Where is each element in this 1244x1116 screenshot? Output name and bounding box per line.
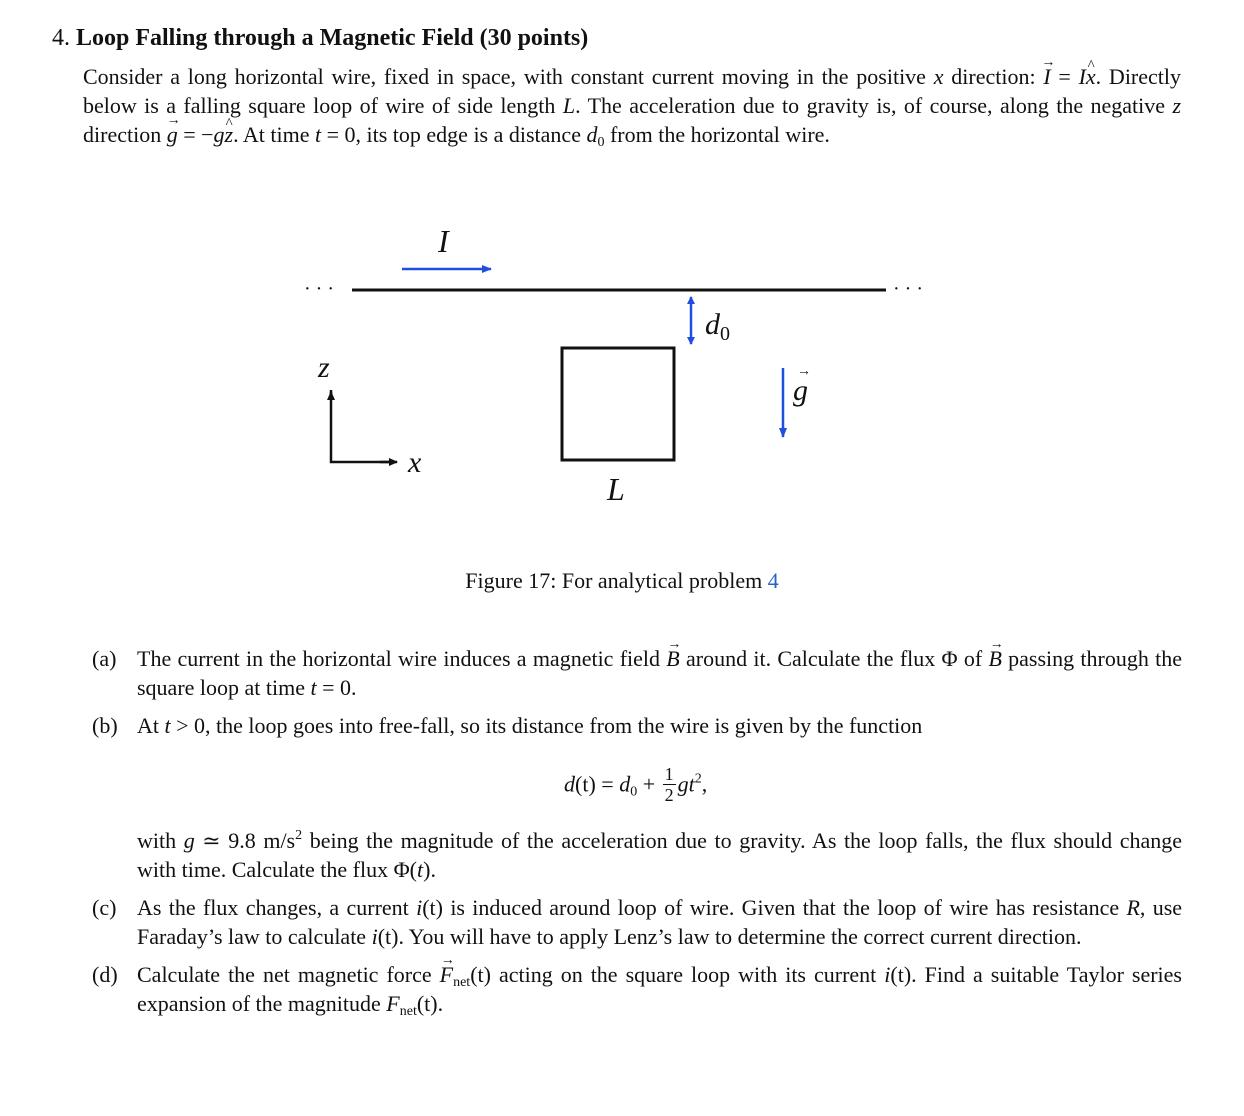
g-vector: → g — [167, 120, 178, 149]
intro-sentence-1: Consider a long horizontal wire, fixed in space, with constant current moving in the positive — [83, 64, 926, 89]
part-b-text: > 0, the loop goes into free-fall, so its distance from the wire is given by the function — [170, 713, 923, 738]
gravity-label: g — [793, 374, 808, 407]
eq-subscript: 0 — [630, 784, 638, 800]
b-vector: → B — [988, 644, 1001, 673]
eq-plus: + — [637, 771, 661, 797]
part-a-text: The current in the horizontal wire induces a magnetic field — [137, 646, 661, 671]
eq-superscript: 2 — [694, 771, 702, 787]
var-i: i — [884, 962, 891, 987]
part-b-label: (b) — [92, 713, 118, 738]
part-b — [92, 711, 1182, 740]
part-a-label: (a) — [92, 646, 117, 671]
part-b-text: At — [137, 713, 159, 738]
var-d: d — [586, 122, 598, 147]
eq-d: d — [564, 771, 575, 797]
caption-text: Figure 17: For analytical problem — [465, 568, 763, 593]
left-dots: · · · — [304, 278, 334, 300]
var-g: g — [183, 828, 195, 853]
var-t: t — [310, 675, 317, 700]
part-a — [92, 644, 1182, 702]
axis-z-label: z — [318, 351, 330, 384]
part-d-text: (t) acting on the square loop with its current — [470, 962, 877, 987]
part-b-text: ≃ 9.8 m/s — [194, 828, 296, 853]
var-g: g — [213, 122, 225, 147]
caption-problem-link[interactable]: 4 — [767, 568, 779, 593]
var-F: F — [386, 991, 400, 1016]
square-loop — [562, 348, 674, 460]
axes — [331, 390, 395, 462]
part-d-text: Calculate the net magnetic force — [137, 962, 432, 987]
intro-text: horizontal wire. — [690, 122, 830, 147]
gravity-vector-arrow-icon: → — [797, 364, 811, 379]
part-c-text: (t). You will have to apply Lenz’s law to determine the correct current direction. — [377, 924, 1082, 949]
intro-text: . At time — [233, 122, 310, 147]
part-b-text: ). — [423, 857, 436, 882]
intro-text: direction: — [951, 64, 1036, 89]
loop-side-label: L — [607, 471, 625, 507]
eq-comma: , — [701, 771, 708, 797]
var-R: R — [1126, 895, 1140, 920]
part-d — [92, 960, 1182, 1018]
eq-arg: (t) — [575, 771, 596, 797]
var-i: i — [416, 895, 423, 920]
eq-d0: d — [619, 771, 631, 797]
part-c-label: (c) — [92, 895, 117, 920]
distance-equation — [92, 748, 1182, 814]
subscript-net: net — [399, 1004, 417, 1019]
var-i: i — [371, 924, 378, 949]
eq-num: 1 — [664, 764, 674, 784]
var-L: L — [562, 93, 576, 118]
part-c-text: , use Faraday’s law to calculate — [137, 895, 1183, 949]
figure-caption — [0, 566, 1244, 596]
var-t: t — [417, 857, 424, 882]
problem-number: 4. — [52, 25, 70, 51]
part-a-text: around it. Calculate the flux Φ of — [686, 646, 983, 671]
part-d-label: (d) — [92, 962, 118, 987]
right-dots: · · · — [893, 278, 923, 300]
var-I: I — [1078, 64, 1086, 89]
intro-text: from the — [609, 122, 686, 147]
subscript-net: net — [453, 975, 471, 990]
part-d-text: (t). — [416, 991, 444, 1016]
b-vector: → B — [666, 644, 679, 673]
part-c — [92, 893, 1182, 951]
problem-title: Loop Falling through a Magnetic Field (30 points) — [76, 25, 589, 51]
x-hat: ^ x — [1086, 62, 1096, 91]
part-d-text: (t). Find a suitable Taylor series expansion of the magnitude — [137, 962, 1182, 1016]
minus: = − — [177, 122, 214, 147]
part-a-text: passing through the square loop at time — [137, 646, 1183, 700]
current-vector: → I — [1043, 62, 1050, 91]
problem-parts — [92, 644, 1182, 1018]
axis-x-label: x — [408, 446, 422, 479]
eq-fraction — [663, 764, 676, 805]
intro-text: direction — [83, 122, 162, 147]
part-c-text: (t) is induced around loop of wire. Given that the loop of wire has resistance — [422, 895, 1120, 920]
equals: = — [1050, 64, 1079, 89]
var-x: x — [933, 64, 944, 89]
eq-gt: gt — [677, 771, 695, 797]
part-b-continued — [92, 826, 1182, 884]
intro-text: . The acceleration due to gravity — [575, 93, 869, 118]
distance-label: $d_0$ — [705, 308, 730, 345]
var-t: t — [164, 713, 171, 738]
intro-text: = 0, its top edge is a distance — [321, 122, 581, 147]
subscript: 0 — [597, 135, 605, 150]
f-vector: → F — [440, 960, 453, 989]
intro-text: . Directly below is a falling square loop of wire of side length — [83, 64, 1182, 118]
current-label: I — [438, 223, 449, 259]
var-z: z — [1172, 93, 1182, 118]
eq-den: 2 — [664, 785, 674, 805]
intro-text: is, of course, along the negative — [876, 93, 1166, 118]
z-hat: ^ z — [225, 120, 234, 149]
var-t: t — [314, 122, 322, 147]
part-a-text: = 0. — [316, 675, 357, 700]
eq-equals: = — [595, 771, 620, 797]
part-b-text: with — [137, 828, 177, 853]
part-c-text: As the flux changes, a current — [137, 895, 409, 920]
part-b-text: being the magnitude of the acceleration due to gravity. As the loop falls, the flux should change with time. Calculate the flux Φ( — [137, 828, 1182, 882]
superscript: 2 — [295, 828, 303, 843]
